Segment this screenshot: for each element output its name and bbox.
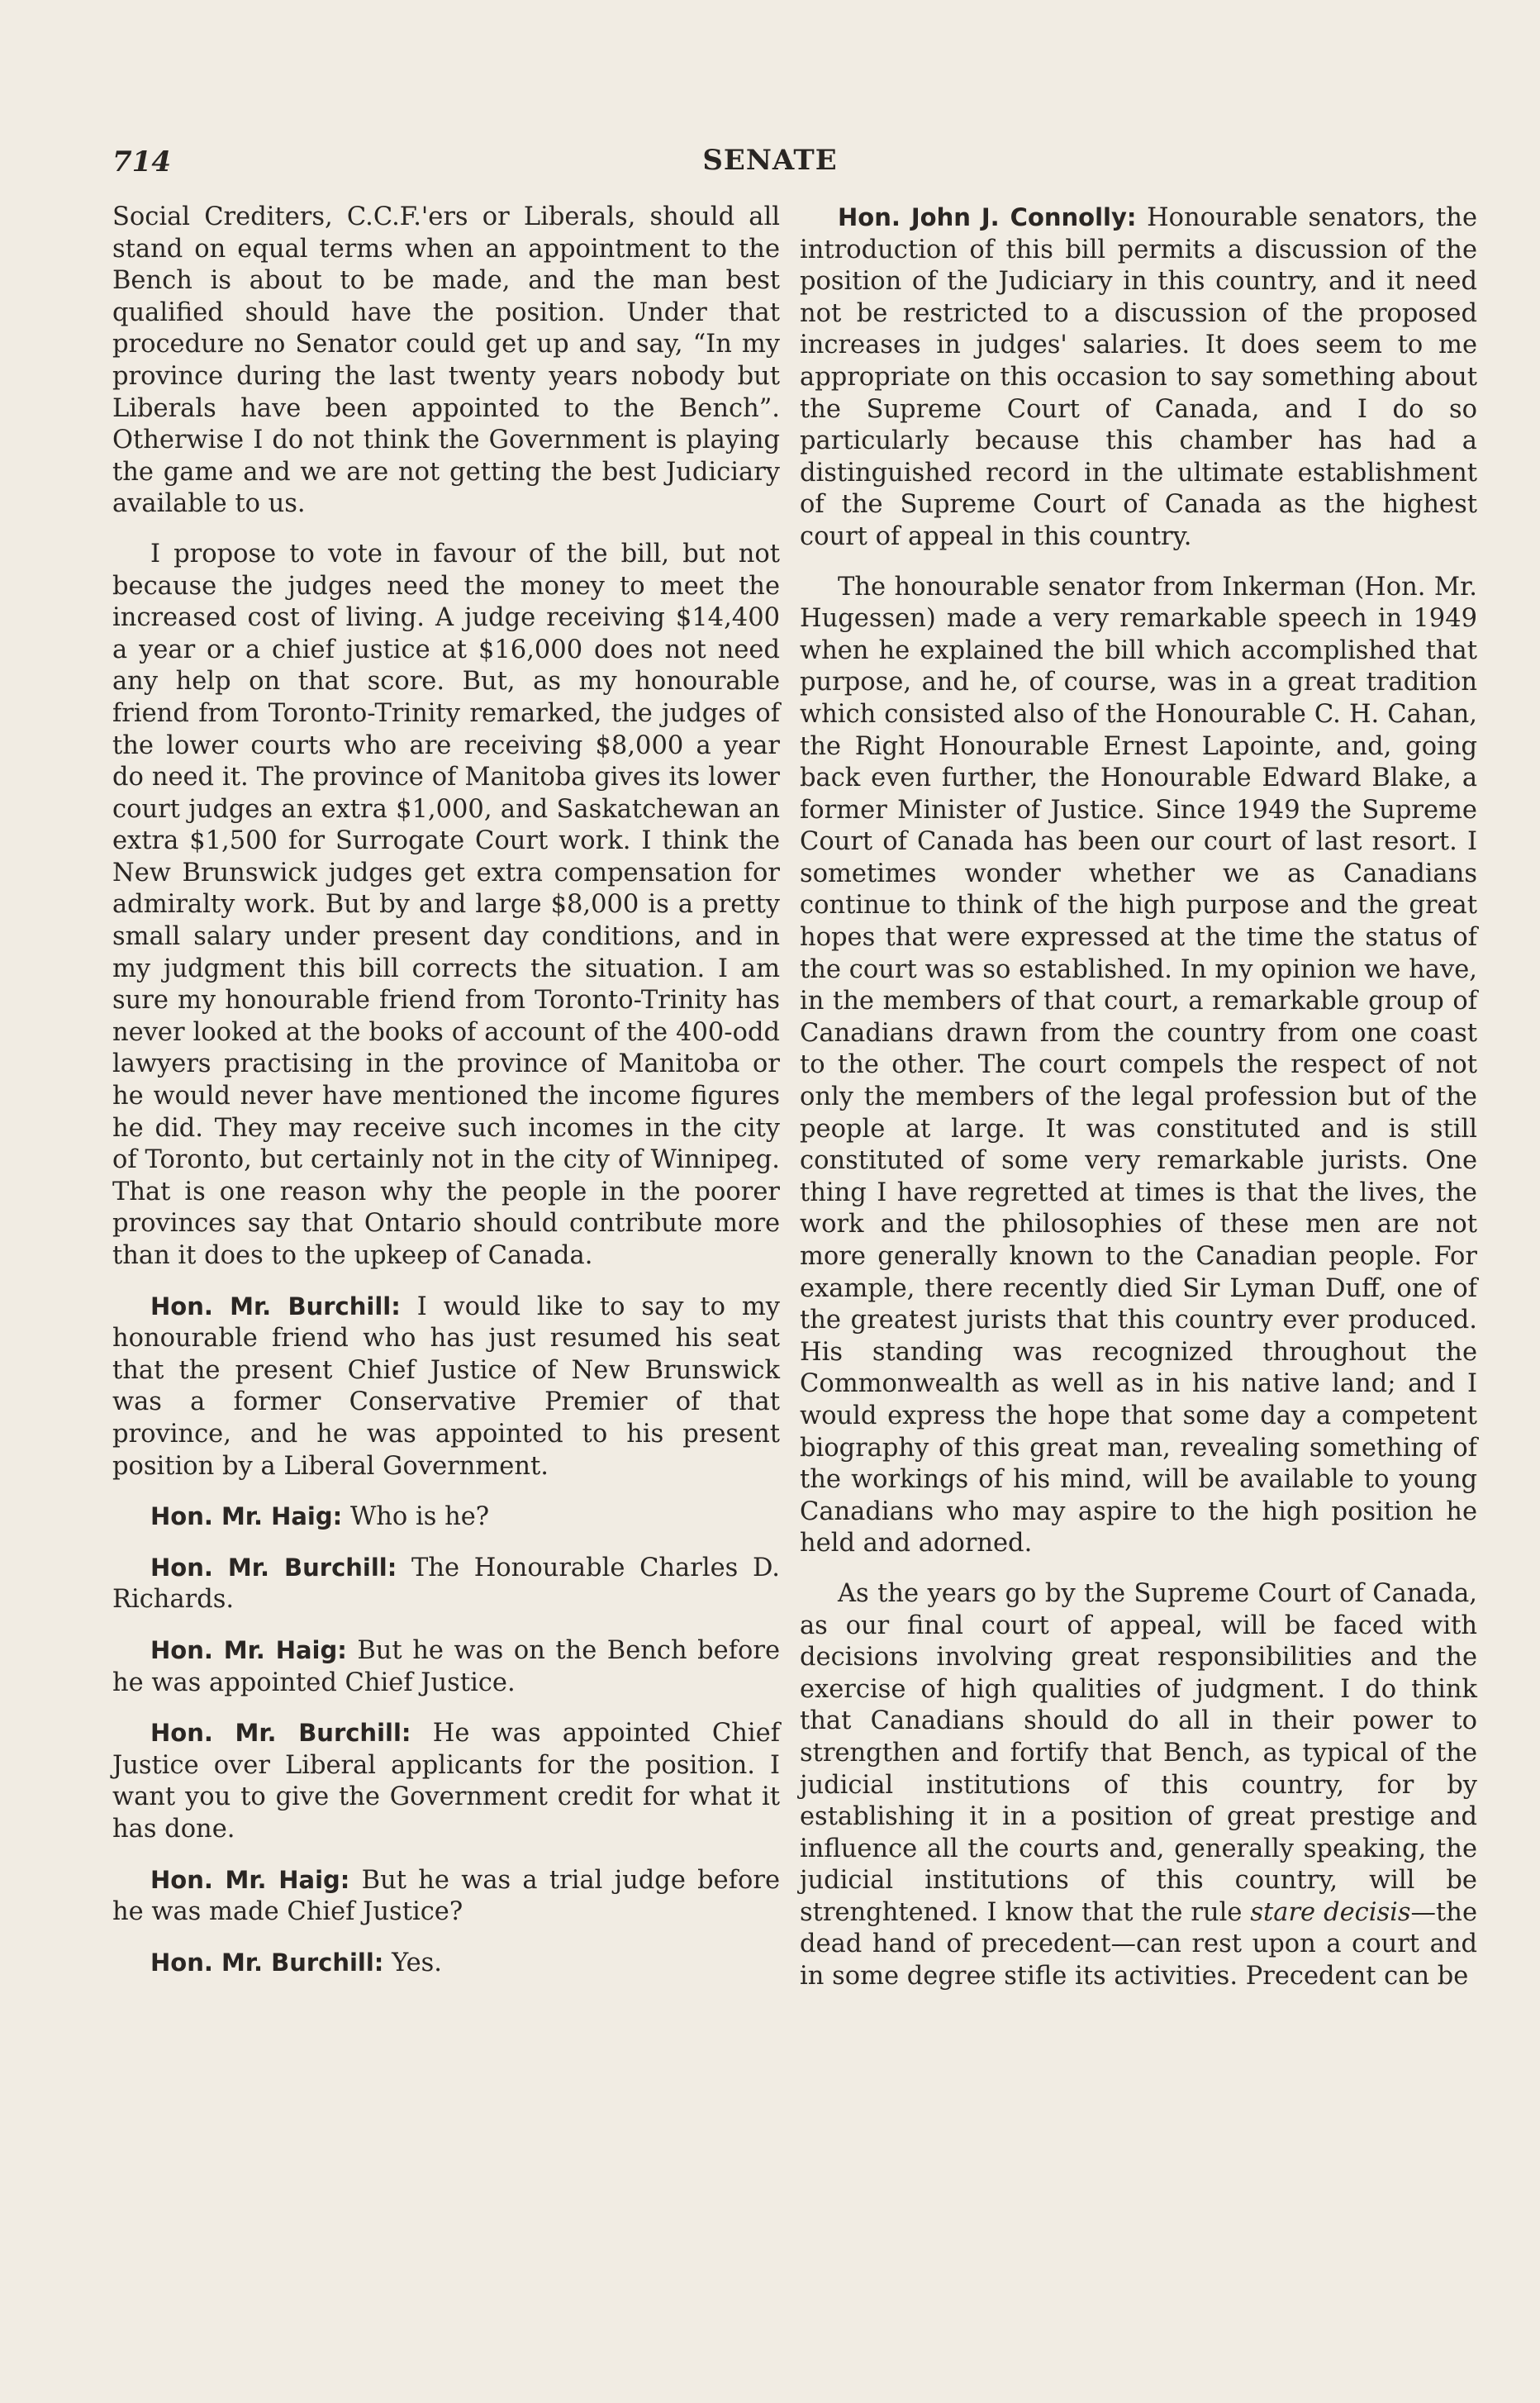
right-column xyxy=(800,202,1477,2011)
speaker-name: Hon. Mr. Haig: xyxy=(150,1502,343,1531)
page-number: 714 xyxy=(112,145,171,178)
speech-text: I would like to say to my honourable friend who has just resumed his seat that the present Chief Justice of New Brunswick was a former Conservative Premier of that province, and he was appointed to his present position by a Liberal Government. xyxy=(112,1292,780,1481)
paragraph-text-continued: —the dead hand of precedent—can rest upon a court and in some degree stifle its activities. Precedent can be xyxy=(800,1897,1477,1991)
speech-paragraph xyxy=(112,1501,780,1534)
speech-text: He was appointed Chief Justice over Liberal applicants for the position. I want you to give the Government credit for what it has done. xyxy=(112,1719,780,1844)
speaker-name: Hon. John J. Connolly: xyxy=(838,203,1137,231)
speech-paragraph xyxy=(112,1291,780,1483)
paragraph-text: Social Crediters, C.C.F.'ers or Liberals, should all stand on equal terms when an appointment to the Bench is about to be made, and the man best qualified should have the position. Under that procedure no Senator could get up and say, “In my province during the last twenty years nobody but Liberals have been appointed to the Bench”. Otherwise I do not think the Government is playing the game and we are not getting the best Judiciary available to us. xyxy=(112,202,780,519)
paragraph-text: As the years go by the Supreme Court of Canada, as our final court of appeal, will be faced with decisions involving great responsibilities and the exercise of high qualities of judgment. I do think that Canadians should do all in their power to strengthen and fortify that Bench, as typical of the judicial institutions of this country, for by establishing it in a position of great prestige and influence all the courts and, generally speaking, the judicial institutions of this country, will be strenghtened. I know that the rule xyxy=(800,1578,1477,1927)
speaker-name: Hon. Mr. Burchill: xyxy=(150,1292,401,1320)
speaker-name: Hon. Mr. Burchill: xyxy=(150,1948,384,1977)
speech-text: Honourable senators, the introduction of this bill permits a discussion of the position of the Judiciary in this country, and it need not be restricted to a discussion of the proposed increases in judges' salaries. It does seem to me appropriate on this occasion to say something about the Supreme Court of Canada, and I do so particularly because this chamber has had a distinguished record in the ultimate establishment of the Supreme Court of Canada as the highest court of appeal in this country. xyxy=(800,203,1477,551)
speaker-name: Hon. Mr. Burchill: xyxy=(150,1719,411,1748)
speech-text: But he was on the Bench before he was appointed Chief Justice. xyxy=(112,1635,781,1697)
speech-paragraph xyxy=(112,1717,780,1845)
latin-term: stare decisis xyxy=(1250,1897,1411,1927)
paragraph xyxy=(800,572,1477,1560)
speech-paragraph xyxy=(112,1635,780,1699)
paragraph xyxy=(112,202,780,521)
speaker-name: Hon. Mr. Haig: xyxy=(150,1865,350,1894)
speech-paragraph xyxy=(112,1947,780,1980)
speaker-name: Hon. Mr. Haig: xyxy=(150,1635,347,1664)
speech-text: The Honourable Charles D. Richards. xyxy=(112,1553,780,1615)
paragraph-text: The honourable senator from Inkerman (Hon. Mr. Hugessen) made a very remarkable speech in 1949 when he explained the bill which accomplished that purpose, and he, of course, was in a great tradition which consisted also of the Honourable C. H. Cahan, the Right Honourable Ernest Lapointe, and, going back even further, the Honourable Edward Blake, a former Minister of Justice. Since 1949 the Supreme Court of Canada has been our court of last resort. I sometimes wonder whether we as Canadians continue to think of the high purpose and the great hopes that were expressed at the time the status of the court was so established. In my opinion we have, in the members of that court, a remarkable group of Canadians drawn from the country from one coast to the other. The court compels the respect of not only the members of the legal profession but of the people at large. It was constituted and is still constituted of some very remarkable jurists. One thing I have regretted at times is that the lives, the work and the philosophies of these men are not more generally known to the Canadian people. For example, there recently died Sir Lyman Duff, one of the greatest jurists that this country ever produced. His standing was recognized throughout the Commonwealth as well as in his native land; and I would express the hope that some day a competent biography of this great man, revealing something of the workings of his mind, will be available to young Canadians who may aspire to the high position he held and adorned. xyxy=(800,572,1477,1558)
paragraph xyxy=(800,1578,1477,1993)
paragraph xyxy=(112,539,780,1273)
speech-paragraph xyxy=(112,1552,780,1616)
speech-paragraph xyxy=(800,202,1477,554)
page-header-title: SENATE xyxy=(702,144,838,177)
speech-text: But he was a trial judge before he was made Chief Justice? xyxy=(112,1865,781,1927)
speech-paragraph xyxy=(112,1864,780,1929)
speaker-name: Hon. Mr. Burchill: xyxy=(150,1553,397,1582)
left-column xyxy=(112,202,780,1997)
paragraph-text: I propose to vote in favour of the bill, but not because the judges need the money to meet the increased cost of living. A judge receiving $14,400 a year or a chief justice at $16,000 does not need any help on that score. But, as my honourable friend from Toronto-Trinity remarked, the judges of the lower courts who are receiving $8,000 a year do need it. The province of Manitoba gives its lower court judges an extra $1,000, and Saskatchewan an extra $1,500 for Surrogate Court work. I think the New Brunswick judges get extra compensation for admiralty work. But by and large $8,000 is a pretty small salary under present day conditions, and in my judgment this bill corrects the situation. I am sure my honourable friend from Toronto-Trinity has never looked at the books of account of the 400-odd lawyers practising in the province of Manitoba or he would never have mentioned the income figures he did. They may receive such incomes in the city of Toronto, but certainly not in the city of Winnipeg. That is one reason why the people in the poorer provinces say that Ontario should contribute more than it does to the upkeep of Canada. xyxy=(112,539,780,1270)
speech-text: Yes. xyxy=(392,1948,442,1977)
speech-text: Who is he? xyxy=(349,1502,490,1532)
